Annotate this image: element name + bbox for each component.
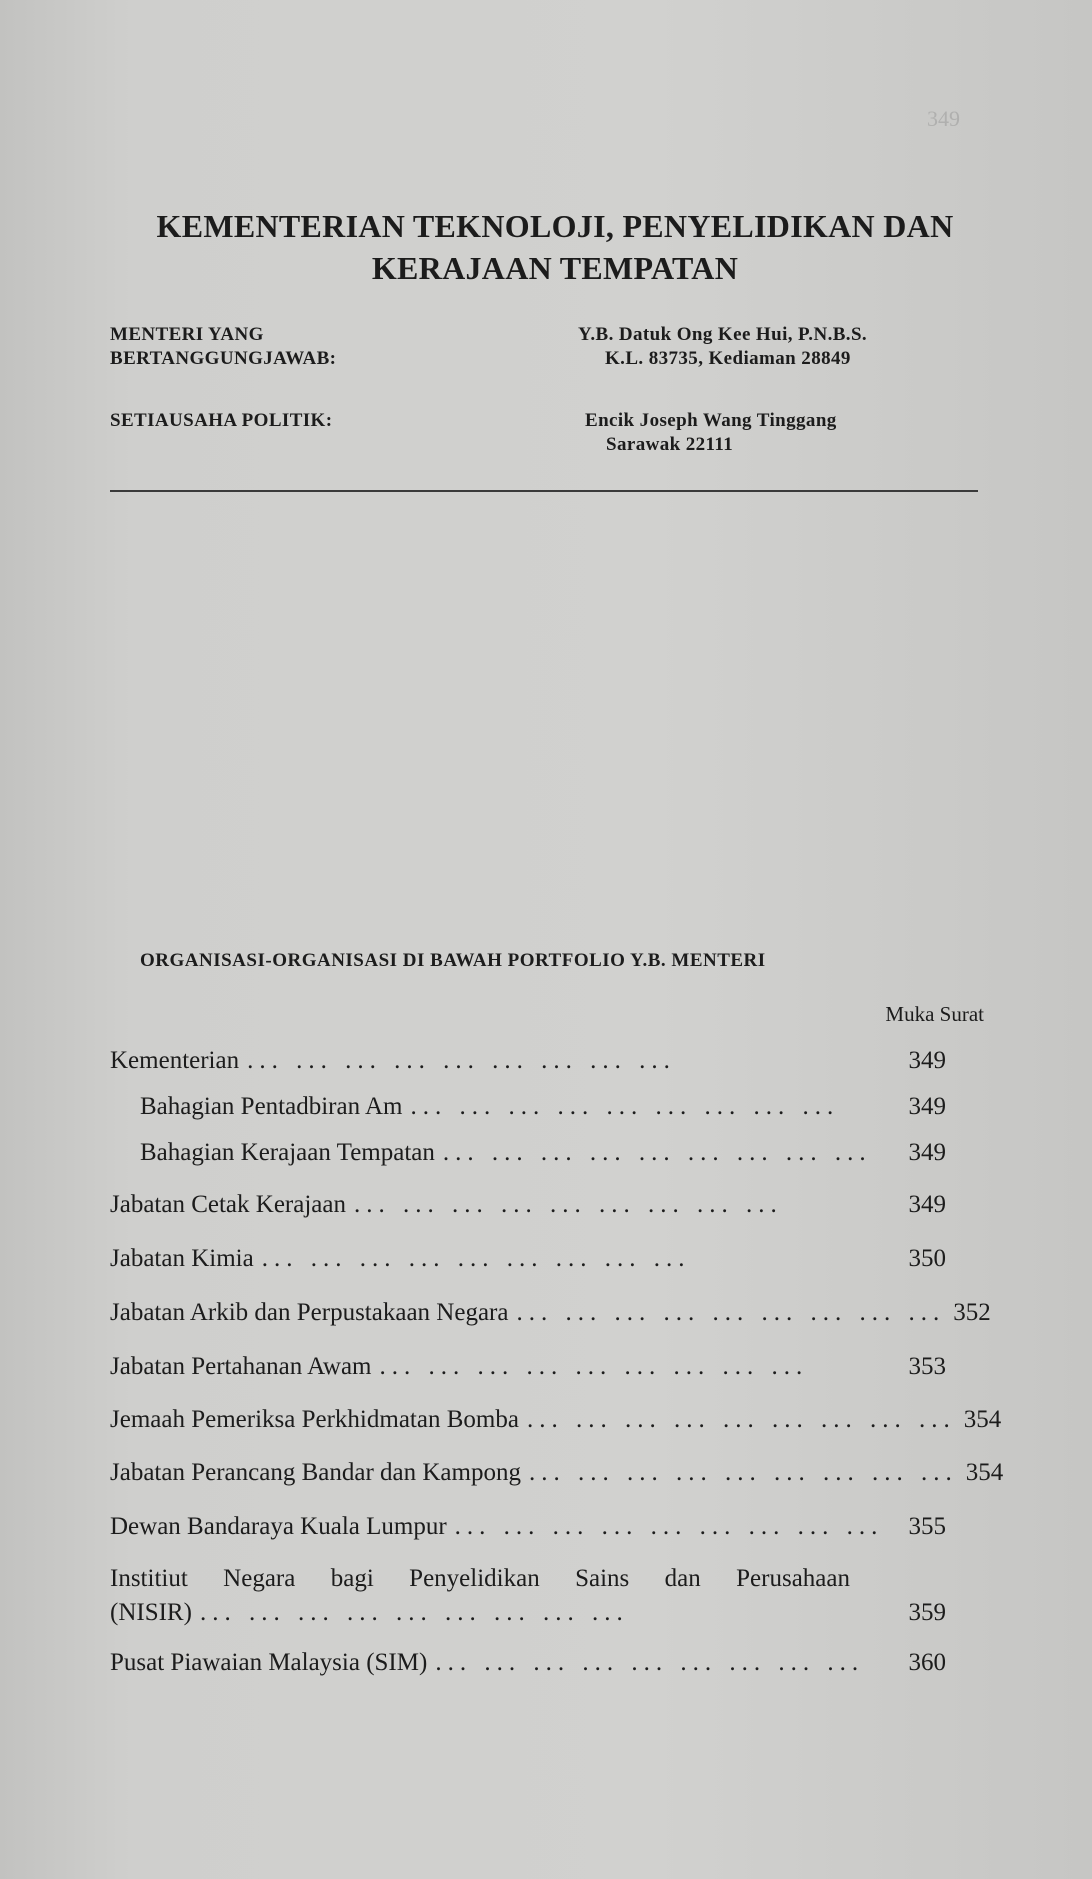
toc-item-page: 352 — [953, 1299, 991, 1326]
menteri-label-line1: MENTERI YANG — [110, 324, 264, 345]
section-heading: ORGANISASI-ORGANISASI DI BAWAH PORTFOLIO Y.B. MENTERI — [140, 950, 766, 971]
toc-item — [110, 1512, 946, 1542]
toc-item-page: 355 — [908, 1513, 946, 1540]
setiausaha-name: Encik Joseph Wang Tinggang — [585, 410, 837, 431]
setiausaha-phone: Sarawak 22111 — [606, 434, 734, 455]
toc-leader: ... ... ... ... ... ... ... ... ... — [354, 1191, 783, 1218]
toc-leader: ... ... ... ... ... ... ... ... ... — [454, 1513, 884, 1540]
toc-item-label: Jabatan Arkib dan Perpustakaan Negara — [110, 1299, 509, 1326]
menteri-phone: K.L. 83735, Kediaman 28849 — [605, 348, 851, 369]
toc-item — [110, 1648, 946, 1678]
toc-item — [110, 1190, 946, 1220]
divider-rule — [110, 490, 978, 492]
toc-item-label: Kementerian — [110, 1047, 240, 1074]
toc-item — [110, 1562, 946, 1630]
toc-item-label: Pusat Piawaian Malaysia (SIM) — [110, 1649, 428, 1676]
toc-item-page: 349 — [908, 1093, 946, 1120]
toc-leader: ... ... ... ... ... ... ... ... ... — [247, 1047, 676, 1074]
toc-item-page: 354 — [965, 1459, 1004, 1486]
toc-leader: ... ... ... ... ... ... ... ... ... — [379, 1353, 809, 1380]
toc-leader: ... ... ... ... ... ... ... ... ... — [526, 1406, 956, 1433]
toc-item-page: 360 — [908, 1649, 946, 1676]
toc-item-page: 349 — [908, 1191, 946, 1218]
menteri-name: Y.B. Datuk Ong Kee Hui, P.N.B.S. — [578, 324, 868, 345]
toc-leader: ... ... ... ... ... ... ... ... ... — [528, 1459, 958, 1486]
toc-item — [110, 1405, 1002, 1435]
page-title-line1: KEMENTERIAN TEKNOLOJI, PENYELIDIKAN DAN — [156, 208, 954, 244]
toc-item-page: 353 — [908, 1353, 946, 1380]
toc-item — [110, 1046, 946, 1076]
toc-leader: ... ... ... ... ... ... ... ... ... — [199, 1599, 629, 1626]
toc-item-label: Institiut Negara bagi Penyelidikan Sains dan Perusahaan — [110, 1565, 850, 1592]
menteri-label-line2: BERTANGGUNGJAWAB: — [110, 348, 337, 369]
toc-item-label: Jabatan Perancang Bandar dan Kampong — [110, 1459, 521, 1486]
toc-item — [110, 1352, 946, 1382]
toc-leader: ... ... ... ... ... ... ... ... ... — [410, 1093, 840, 1120]
page-column-header: Muka Surat — [885, 1002, 984, 1026]
toc-leader: ... ... ... ... ... ... ... ... ... — [516, 1299, 946, 1326]
page-number: 349 — [927, 106, 960, 131]
toc-leader: ... ... ... ... ... ... ... ... ... — [442, 1139, 872, 1166]
toc-leader: ... ... ... ... ... ... ... ... ... — [435, 1649, 865, 1676]
toc-item-label: Jabatan Pertahanan Awam — [110, 1353, 372, 1380]
toc-item-page: 359 — [908, 1599, 946, 1626]
toc-leader: ... ... ... ... ... ... ... ... ... — [261, 1245, 691, 1272]
page-title-line2: KERAJAAN TEMPATAN — [371, 250, 739, 286]
toc-item-page: 349 — [908, 1139, 946, 1166]
toc-item — [110, 1298, 991, 1328]
toc-item-page: 350 — [908, 1245, 946, 1272]
toc-item-label: Jemaah Pemeriksa Perkhidmatan Bomba — [110, 1406, 519, 1433]
toc-item — [110, 1458, 1004, 1488]
setiausaha-label: SETIAUSAHA POLITIK: — [110, 410, 333, 431]
toc-item-label-continued: (NISIR) — [110, 1599, 192, 1626]
toc-item — [110, 1244, 946, 1274]
toc-item-page: 354 — [963, 1406, 1002, 1433]
show-through-text — [85, 168, 93, 202]
toc-item — [110, 1138, 946, 1168]
toc-item-page: 349 — [908, 1047, 946, 1074]
toc-item-label: Dewan Bandaraya Kuala Lumpur — [110, 1513, 447, 1540]
toc-item-label: Bahagian Pentadbiran Am — [140, 1093, 403, 1120]
toc-item-label: Jabatan Cetak Kerajaan — [110, 1191, 346, 1218]
toc-item-label: Jabatan Kimia — [110, 1245, 254, 1272]
toc-item-label: Bahagian Kerajaan Tempatan — [140, 1139, 435, 1166]
toc-item — [110, 1092, 946, 1122]
